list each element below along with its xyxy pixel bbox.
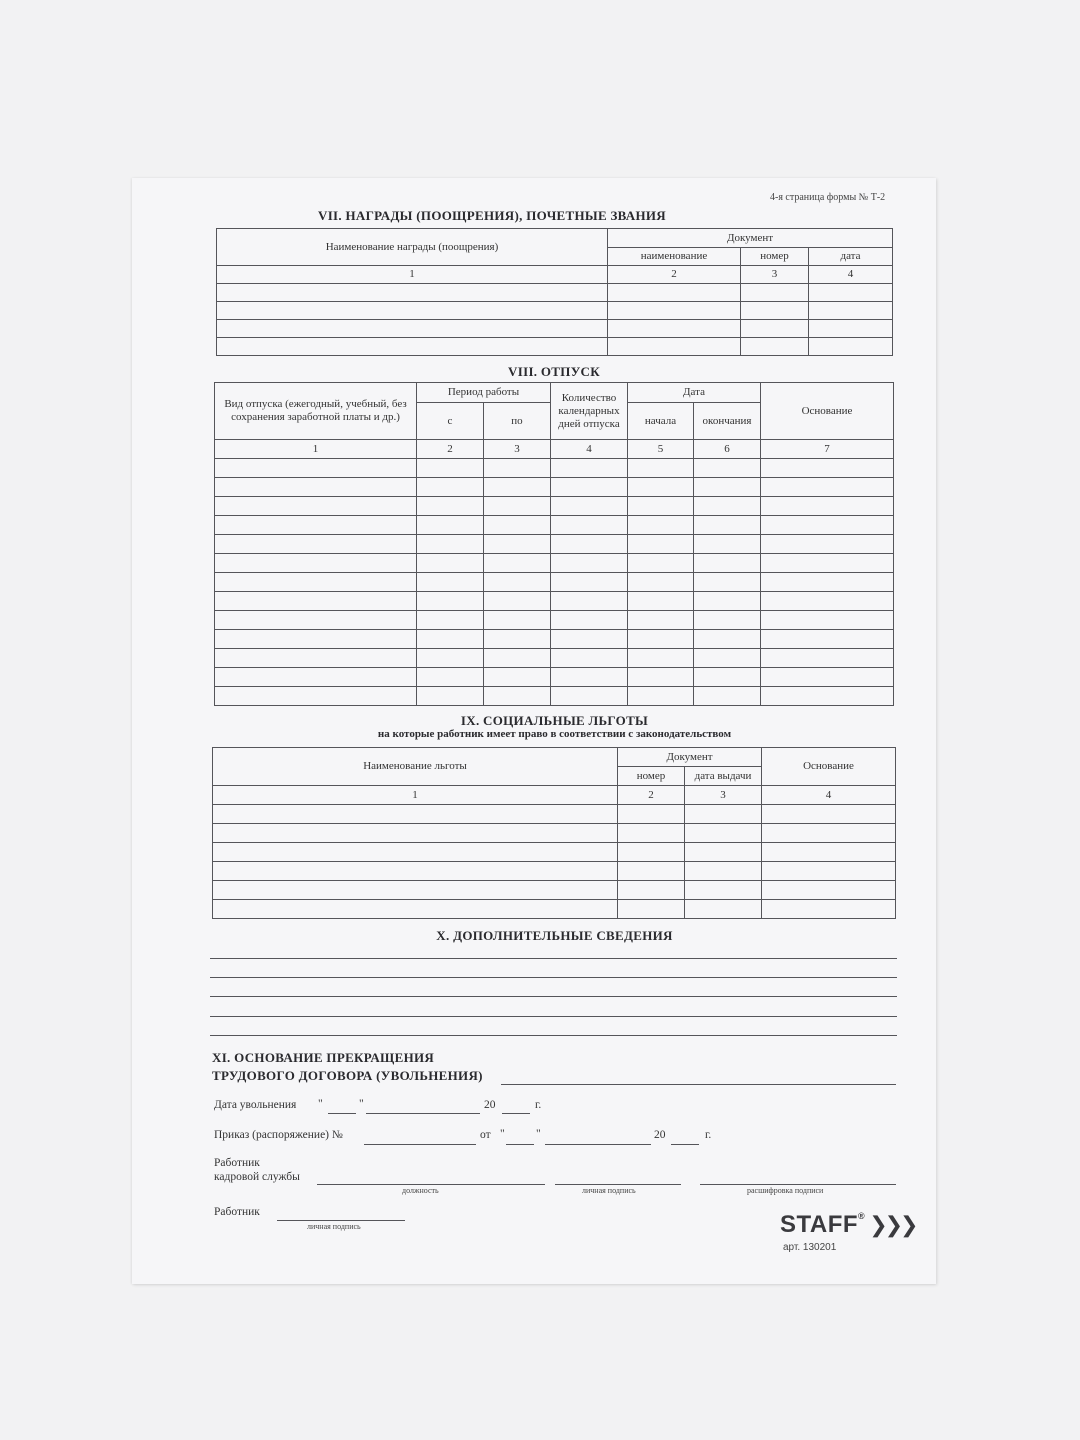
table-row[interactable] xyxy=(215,630,894,649)
benefits-number-row: 1 2 3 4 xyxy=(213,786,896,805)
awards-title: VII. НАГРАДЫ (ПООЩРЕНИЯ), ПОЧЕТНЫЕ ЗВАНИЯ xyxy=(318,208,666,223)
form-page xyxy=(132,178,936,1284)
year-suffix: г. xyxy=(705,1129,712,1141)
quote-open: " xyxy=(500,1128,505,1140)
quote-close: " xyxy=(536,1128,541,1140)
dismissal-date-label: Дата увольнения xyxy=(214,1099,297,1111)
awards-table xyxy=(216,228,893,356)
table-row[interactable] xyxy=(217,284,893,302)
order-day-field[interactable] xyxy=(506,1144,534,1145)
awards-col-document: Документ xyxy=(608,229,893,248)
dismissal-month-field[interactable] xyxy=(366,1113,480,1114)
logo-text: STAFF xyxy=(780,1211,859,1238)
table-row[interactable] xyxy=(215,592,894,611)
leave-col-type: Вид отпуска (ежегодный, учебный, без сохранения заработной платы и др.) xyxy=(215,383,417,440)
year-prefix: 20 xyxy=(654,1129,666,1141)
leave-col-days: Количество календарных дней отпуска xyxy=(551,383,628,440)
leave-col-period: Период работы xyxy=(417,383,551,403)
leave-col-end: окончания xyxy=(694,403,761,440)
benefits-col-basis: Основание xyxy=(762,748,896,786)
caption-position: должность xyxy=(402,1186,439,1195)
article-number: арт. 130201 xyxy=(783,1242,837,1253)
leave-col-from: с xyxy=(417,403,484,440)
table-row[interactable] xyxy=(215,554,894,573)
page-mark: 4-я страница формы № Т-2 xyxy=(770,192,886,203)
staff-logo xyxy=(780,1211,916,1239)
leave-table xyxy=(214,382,894,706)
table-row[interactable] xyxy=(215,516,894,535)
employee-signature-field[interactable] xyxy=(277,1220,405,1221)
table-row[interactable] xyxy=(215,649,894,668)
leave-col-basis: Основание xyxy=(761,383,894,440)
termination-reason-field[interactable] xyxy=(501,1084,896,1085)
awards-col-doc-number: номер xyxy=(741,248,809,266)
table-row[interactable] xyxy=(215,535,894,554)
awards-col-doc-date: дата xyxy=(809,248,893,266)
table-row[interactable] xyxy=(213,881,896,900)
table-row[interactable] xyxy=(217,320,893,338)
order-year-field[interactable] xyxy=(671,1144,699,1145)
benefits-col-document: Документ xyxy=(618,748,762,767)
leave-col-start: начала xyxy=(628,403,694,440)
caption-signature: личная подпись xyxy=(582,1186,636,1195)
awards-col-name: Наименование награды (поощрения) xyxy=(217,229,608,266)
year-prefix: 20 xyxy=(484,1099,496,1111)
leave-col-date: Дата xyxy=(628,383,761,403)
table-row[interactable] xyxy=(213,843,896,862)
employee-label: Работник xyxy=(214,1206,260,1218)
table-row[interactable] xyxy=(215,611,894,630)
order-from-label: от xyxy=(480,1129,491,1141)
additional-line[interactable] xyxy=(210,1016,897,1017)
table-row[interactable] xyxy=(215,573,894,592)
hr-label-line2: кадровой службы xyxy=(214,1171,300,1183)
table-row[interactable] xyxy=(213,900,896,919)
awards-number-row: 1 2 3 4 xyxy=(217,266,893,284)
table-row[interactable] xyxy=(215,459,894,478)
hr-decoding-field[interactable] xyxy=(700,1184,896,1185)
table-row[interactable] xyxy=(217,302,893,320)
benefits-table xyxy=(212,747,896,919)
caption-decoding: расшифровка подписи xyxy=(747,1186,824,1195)
order-month-field[interactable] xyxy=(545,1144,651,1145)
logo-chevrons-icon: ❯❯❯ xyxy=(869,1212,916,1237)
additional-line[interactable] xyxy=(210,996,897,997)
table-row[interactable] xyxy=(217,338,893,356)
table-row[interactable] xyxy=(215,687,894,706)
benefits-title: IX. СОЦИАЛЬНЫЕ ЛЬГОТЫ xyxy=(460,713,649,728)
benefits-col-name: Наименование льготы xyxy=(213,748,618,786)
termination-title-line1: XI. ОСНОВАНИЕ ПРЕКРАЩЕНИЯ xyxy=(212,1050,435,1065)
order-label: Приказ (распоряжение) № xyxy=(214,1129,343,1141)
table-row[interactable] xyxy=(215,668,894,687)
termination-title-line2: ТРУДОВОГО ДОГОВОРА (УВОЛЬНЕНИЯ) xyxy=(212,1068,483,1083)
benefits-subtitle: на которые работник имеет право в соответствии с законодательством xyxy=(377,728,732,740)
dismissal-year-field[interactable] xyxy=(502,1113,530,1114)
hr-signature-field[interactable] xyxy=(555,1184,681,1185)
order-number-field[interactable] xyxy=(364,1144,476,1145)
additional-line[interactable] xyxy=(210,958,897,959)
additional-title: X. ДОПОЛНИТЕЛЬНЫЕ СВЕДЕНИЯ xyxy=(436,928,673,943)
table-row[interactable] xyxy=(215,478,894,497)
hr-position-field[interactable] xyxy=(317,1184,545,1185)
table-row[interactable] xyxy=(213,862,896,881)
dismissal-day-field[interactable] xyxy=(328,1113,356,1114)
table-row[interactable] xyxy=(215,497,894,516)
quote-open: " xyxy=(318,1098,323,1110)
table-row[interactable] xyxy=(213,824,896,843)
year-suffix: г. xyxy=(535,1099,542,1111)
leave-title: VIII. ОТПУСК xyxy=(508,364,600,379)
leave-col-to: по xyxy=(484,403,551,440)
hr-label-line1: Работник xyxy=(214,1157,260,1169)
additional-line[interactable] xyxy=(210,977,897,978)
table-row[interactable] xyxy=(213,805,896,824)
caption-employee-signature: личная подпись xyxy=(307,1222,361,1231)
awards-col-doc-name: наименование xyxy=(608,248,741,266)
logo-mark: ® xyxy=(858,1211,866,1221)
quote-close: " xyxy=(359,1098,364,1110)
additional-line[interactable] xyxy=(210,1035,897,1036)
leave-number-row: 1 2 3 4 5 6 7 xyxy=(215,440,894,459)
benefits-col-issue-date: дата выдачи xyxy=(685,767,762,786)
benefits-col-number: номер xyxy=(618,767,685,786)
